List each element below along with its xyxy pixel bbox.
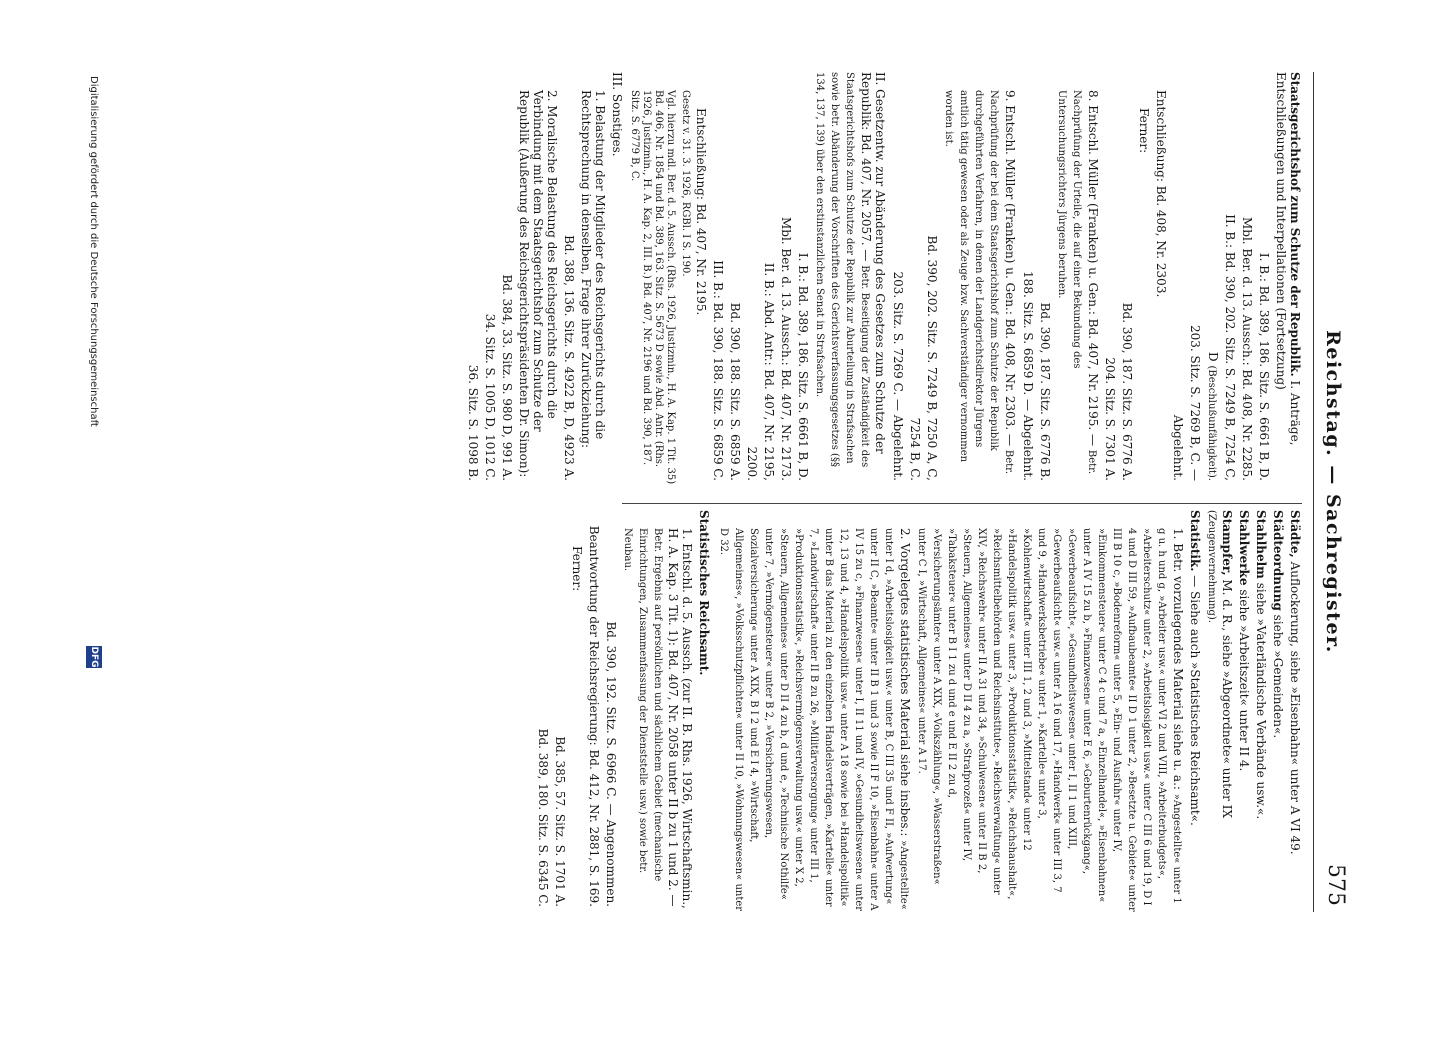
entry-stahlwerke [1237,510,1251,913]
item-note: Betr. Nachprüfung der bei dem Staatsgerichtshof zum Schutze der Republik durchgeführten Verfahren, in denen der Landgerichtsdirektor Jürgens amtlich tätig gewesen oder als Zeuge bzw. Sachverständiger vernommen worden ist. [943,90,1014,475]
section-number: II. [873,72,887,86]
reference-line: 203. Sitz. S. 7269 C. — Abgelehnt. [891,271,905,481]
statistik-item-1 [915,510,1185,913]
entry-head: Statistik. [1188,510,1202,572]
register-page [22,72,1362,912]
funding-note: Digitalisierung gefördert durch die Deutsche Forschungsgemeinschaft [88,76,99,427]
reference-line: Bd. 390, 187. Sitz. S. 6776 B. [1038,302,1052,481]
reference-line: 203. Sitz. S. 7269 B, C. — [1188,325,1202,481]
entry-staedte [1288,510,1302,913]
reference-line: I. B.: Bd. 389, 186. Sitz. S. 6661 B, D. [1257,252,1271,481]
item-number: 9. [1003,90,1017,102]
entry-body: siehe »Arbeitszeit« unter II 4. [1237,589,1251,772]
reference-line: II. B.: Bd. 390, 202. Sitz. S. 7249 B, 7254 C, [1223,214,1237,481]
item-9 [891,72,1017,487]
reference-line: Bd. 390, 188. Sitz. S. 6859 A. [728,302,742,481]
reference-line: Bd. 384, 33. Sitz. S. 980 D, 991 A. [500,274,514,481]
item-number: 1. [1171,528,1185,540]
item-body: Entschl. Müller (Franken) u. Gen.: Bd. 408, Nr. 2303. — [1003,105,1017,447]
entry-body: — Siehe auch »Statistisches Reichsamt«. [1188,575,1202,826]
reference-line: II. B.: Abd. Antr.: Bd. 407, Nr. 2195, [762,262,776,481]
item-body: Entschl. Müller (Franken) u. Gen.: Bd. 407, Nr. 2195. — [1086,105,1100,447]
statamt-item-1 [621,510,694,913]
reference-line: Bd. 389, 180. Sitz. S. 6345 C. [536,728,550,907]
reference-line: Bd. 385, 57. Sitz. S. 1701 A. [553,736,567,907]
section-title [610,72,624,487]
entry-head: Städteordnung [1271,510,1285,611]
reference-line: 7254 B, C. [908,417,922,481]
item-number: 2. [898,528,912,540]
item-text [942,72,1017,487]
reference-letter: D [1206,352,1220,362]
entry-statistik [1188,510,1202,913]
reference-line: 204. Sitz. S. 7301 A. [1103,357,1117,481]
reference-line: Bd. 390, 202. Sitz. S. 7249 B, 7250 A, C, [925,235,939,481]
entry-note: (Zeugenvernehmung). [1206,510,1217,623]
page-number: 575 [1323,864,1348,906]
law-citation: Gesetz v. 31. 3. 1926, RGBl. I S. 190. [680,90,691,277]
item-note: Betr. Nachprüfung der Urteile, die auf einer Bekundung des Untersuchungsrichters Jürgens beruhen. [1056,90,1097,475]
item-text [579,72,607,487]
ferner-label: Ferner: [570,546,584,592]
running-head: Reichstag. — Sachregister. [1322,330,1344,654]
entry-subtitle: I. Anträge, Entschließungen und Interpellationen (Fortsetzung) [1274,72,1302,446]
reference-line: 34. Sitz. S. 1005 D, 1012 C. [483,313,497,481]
entry-stahlhelm [1254,510,1268,913]
entry-staatsgerichtshof-title [1274,72,1302,487]
item-text [517,72,559,487]
cross-reference: Vgl. hierzu mdl. Ber. d. 5. Aussch. (Rhs. 1926, Justizmin., H. A. Kap. 1 Tit. 35) Bd. 406, Nr. 1854 und Bd. 389, 163. Sitz. S. 5673 D sowie Abd. Antr. (Rhs. 1926, Justizmin., H. A. Kap. 2, III. B.) Bd. 407, Nr. 2196 und Bd. 390, 187. Sitz. S. 6779 B, C. [629,90,676,485]
item-body: Belastung der Mitglieder des Reichsgerichts durch die Rechtsprechung in denselben, Frage ihrer Zurückziehung: [579,90,607,449]
item-number: 1. [680,528,694,540]
reference-line: Beantwortung der Reichsregierung: Bd. 412, Nr. 2881, S. 169. [587,525,601,907]
reference-line: Entschließung: Bd. 408, Nr. 2303. [1154,90,1168,298]
dfg-logo: DFG [86,646,102,668]
entry-body: M. d. R., siehe »Abgeordnete« unter IX [1220,579,1234,819]
digitization-footer [84,72,102,1052]
left-column [462,72,1302,487]
reference-line: 2200. [745,446,759,481]
reference-line: III. B.: Bd. 390, 188. Sitz. S. 6859 C. [711,260,725,481]
entry-head: Statistisches Reichsamt. [697,510,711,676]
item-8 [1021,72,1100,487]
item-note: »Angestellte« unter 1 g u. h und g, »Arbeiter usw.« unter VI 2 und VIII, »Arbeiterbudgets«, »Arbeiterschutz« unter 2, »Arbeitslosigkeit usw.« unter C III 6 und 19, D I 4 und D III 59, »Aufbaubeamte« II D 1 unter 2, »Besetzte u. Gebiete« unter III B 10 c, »Bodenreform« unter 5, »Ein- und Ausfuhr« unter IV, »Einkommensteuer« unter C 4 c und 7 a, »Einzelhandel«, »Eisenbahnen« unter A IV 15 zu b, »Finanzwesen« unter E 6, »Geburtenrückgang«, »Gewerbeaufsicht«, »Gesundheitswesen« unter I, II 1 und XIII, »Gewerbeaufsicht« usw.« unter A 16 und 17, »Handwerk« unter III 3, 7 und 9, »Handwerksbetriebe« unter 1, »Kartelle« unter 3, »Kohlenwirtschaft« unter III 1, 2 und 3, »Mittelstand« unter 12 »Handelspolitik usw.« unter 3, »Produktionsstatistik«, »Reichshaushalt«, »Reichsmittelbehörden und Reichsinstitute«, »Reichsverwaltung« unter XIV, »Reichswehr« unter II A 31 und 34, »Schulwesen« unter II B 2, »Steuern, Allgemeines« unter D II 4 zu a, »Strafprozeß« unter IV, »Tabaksteuer« unter B I 1 zu d und e und E II 2 zu d, »Versicherungsämter« unter A XIX, »Volkszählung«, »Wasserstraßen« unter C I, »Wirtschaft, Allgemeines« unter A 17. [916,528,1182,912]
item-note: »Angestellte« unter I d, »Arbeitslosigkeit usw.« unter B, C III 35 und F II, »Aufwertung« unter II C, »Beamte« unter II B 1 und 3 sowie II F 10, »Eisenbahn« unter A IV 15 zu c, »Finanzwesen« unter I, II 11 und IV, »Gesundheitswesen« unter 12, 13 und 4, »Handelspolitik usw.« unter A 18 sowie bei »Handelspolitik« unter B das Material zu den einzelnen Handelsverträgen, »Kartelle« unter 7, »Landwirtschaft« unter II B zu 26, »Militärversorgung« unter III 1, »Produktionsstatistik«, »Reichsvermögensverwaltung usw.« unter X 2, »Steuern, Allgemeines« unter D II 4 zu b, d und e, »Technische Nothilfe« unter 7, »Vermögensteuer« unter B 2, »Versicherungswesen, Sozialversicherung« unter A XIX, B I 2 und E I 4, »Wirtschaft, Allgemeines«, »Volksschutzpflichten« unter II 10, »Wohnungswesen« unter D 32. [718,528,909,912]
statistik-item-2 [717,510,912,913]
item-note: Betr. Beseitigung der Zuständigkeit des Staatsgerichtshofs zum Schutze der Republik zur Aburteilung in Strafsachen sowie betr. Abänderung der Vorschriften des Gerichtsverfassungsgesetzes (§§ 134, 137, 139) über den erstinstanzlichen Senat in Strafsachen. [814,72,870,468]
item-number: 1. [593,90,607,102]
reference-line [1205,72,1220,487]
entry-head: Städte, [1288,510,1302,558]
reference-line: 188. Sitz. S. 6859 D. — Abgelehnt. [1021,271,1035,481]
item-body: Entschl. d. 5. Aussch. (zur II. B. Rhs. 1926, Wirtschaftsmin., H. A. Kap. 3 Tit. 1): Bd. 407, Nr. 2058 unter II b zu 1 und 2. — [666,528,694,909]
item-body: Vorgelegtes statistisches Material siehe insbes.: [898,543,912,837]
item-number: 8. [1086,90,1100,102]
page-header [1313,72,1362,912]
reference-line: Entschließung: Bd. 407, Nr. 2195. [694,108,708,316]
section-iii [466,72,624,487]
reference-line: Bd. 388, 136. Sitz. S. 4922 B, D, 4923 A. [562,235,576,481]
entry-head: Stahlhelm [1254,510,1268,579]
section-number: III. [610,72,624,91]
reference-note: (Beschlußunfähigkeit). [1206,365,1217,481]
ferner-label: Ferner: [1137,108,1151,154]
section-ii [628,72,887,487]
item-number: 2. [545,90,559,102]
item-body: Gesetzentw. zur Abänderung des Gesetzes zum Schutze der Republik: Bd. 407, Nr. 2057. — [859,72,887,454]
entry-head: Stampfer, [1220,510,1234,576]
entry-head: Staatsgerichtshof zum Schutze der Republik. [1288,72,1302,377]
reference-line: Bd. 390, 187. Sitz. S. 6776 A. [1120,302,1134,481]
entry-stampfer [1205,510,1234,913]
entry-body: Auflockerung, siehe »Eisenbahn« unter A VI 49. [1288,561,1302,855]
entry-body: siehe »Gemeinden«. [1271,614,1285,739]
reference-line: 36. Sitz. S. 1098 B. [466,364,480,481]
reference-line: Mbl. Ber. d. 13. Aussch.: Bd. 407, Nr. 2173. [779,216,793,481]
entry-body: siehe »Vaterländische Verbände usw.«. [1254,582,1268,820]
reference-line: I. B.: Bd. 389, 186. Sitz. S. 6661 B, D. [796,252,810,481]
item-body: Moralische Belastung des Reichsgerichts durch die Verbindung mit dem Staatsgerichtshof zum Schutze der Republik (Äußerung des Reichsgerichtspräsidenten Dr. Simon): [517,90,559,478]
reference-line: Mbl. Ber. d. 13. Aussch.: Bd. 408, Nr. 2285. [1240,216,1254,481]
right-column [536,503,1302,913]
reference-line: Bd. 390, 192. Sitz. S. 6966 C. — Angenommen. [604,621,618,907]
item-text [1055,72,1100,487]
entry-staedteordnung [1271,510,1285,913]
reference-line: Abgelehnt. [1171,414,1185,481]
item-body: Betr. vorzulegendes Material siehe u. a.: [1171,543,1185,790]
item-text [813,72,887,487]
item-note: Betr. Ergebnis auf persönlichen und sächlichem Gebiet (mechanische Einrichtungen, Zusammenfassung der Dienststelle usw.) sowie betr. Neubau. [622,528,663,882]
entry-head: Stahlwerke [1237,510,1251,586]
section-heading: Sonstiges. [610,93,624,157]
